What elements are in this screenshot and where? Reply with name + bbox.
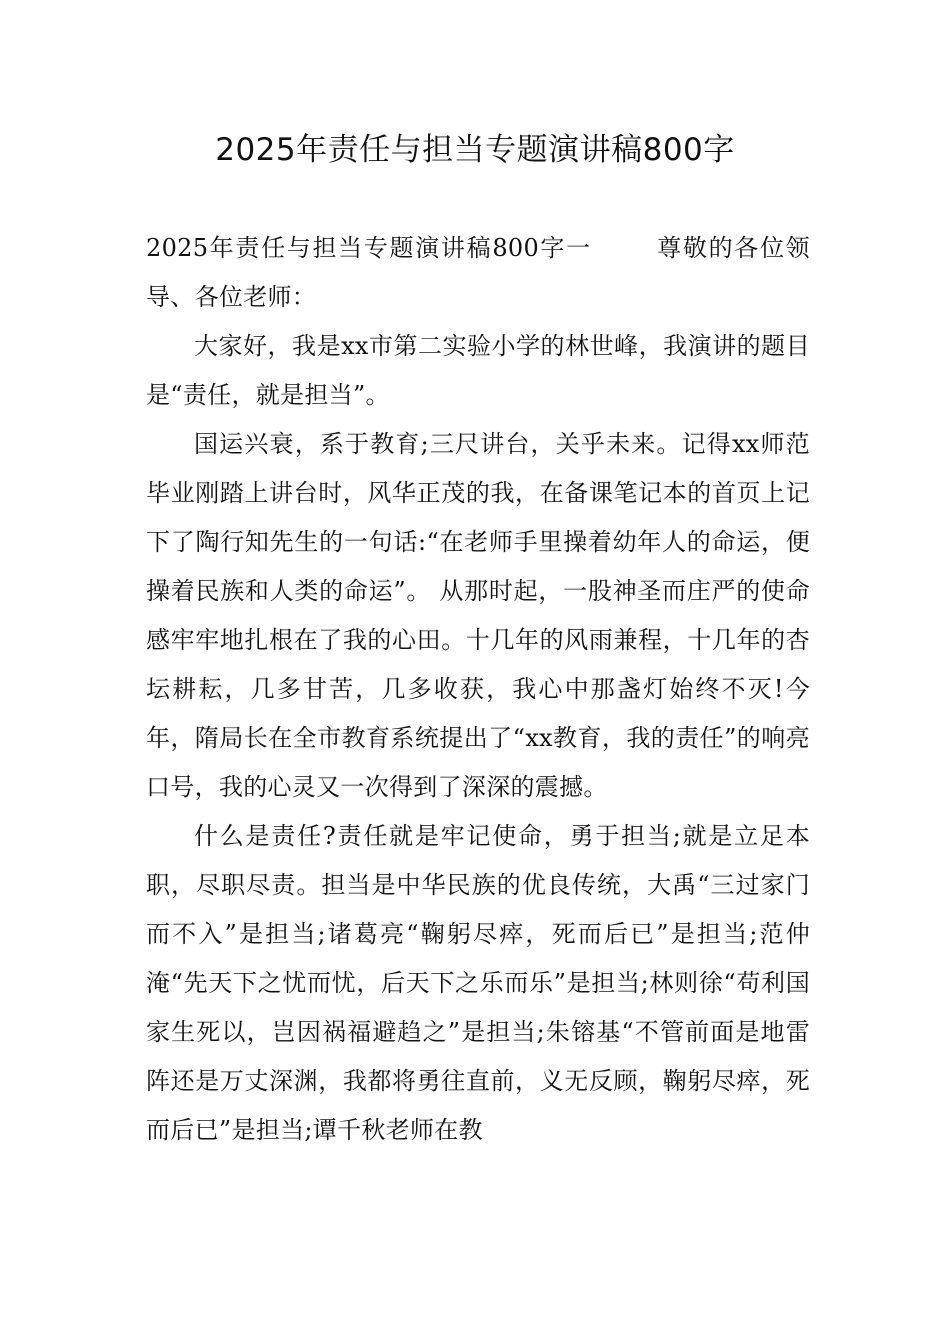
paragraph-teaching-career: 国运兴衰，系于教育;三尺讲台，关乎未来。记得xx师范毕业刚踏上讲台时，风华正茂的我，在备课笔记本的首页上记下了陶行知先生的一句话:“在老师手里操着幼年人的命运，便操着民族和人类的命运”。 从那时起，一股神圣而庄严的使命感牢牢地扎根在了我的心田。十几年的风雨兼程，十几年的杏坛耕耘，几多甘苦，几多收获，我心中那盏灯始终不灭!今年，隋局长在全市教育系统提出了“xx教育，我的责任”的响亮口号，我的心灵又一次得到了深深的震撼。 xyxy=(146,430,810,801)
opening-heading: 2025年责任与担当专题演讲稿800字一 xyxy=(146,234,592,262)
opening-salutation: 尊敬的各位领导、各位老师： xyxy=(146,234,810,311)
opening-paragraph xyxy=(146,224,810,322)
document-body xyxy=(146,224,810,1155)
document-title: 2025年责任与担当专题演讲稿800字 xyxy=(215,132,735,168)
paragraph-what-is-responsibility: 什么是责任?责任就是牢记使命，勇于担当;就是立足本职，尽职尽责。担当是中华民族的优良传统，大禹“三过家门而不入”是担当;诸葛亮“鞠躬尽瘁，死而后已”是担当;范仲淹“先天下之忧而忧，后天下之乐而乐”是担当;林则徐“苟利国家生死以，岂因祸福避趋之”是担当;朱镕基“不管前面是地雷阵还是万丈深渊，我都将勇往直前，义无反顾，鞠躬尽瘁，死而后已”是担当;谭千秋老师在教 xyxy=(146,822,810,1144)
paragraph-greeting: 大家好，我是xx市第二实验小学的林世峰，我演讲的题目是“责任，就是担当”。 xyxy=(146,332,810,409)
